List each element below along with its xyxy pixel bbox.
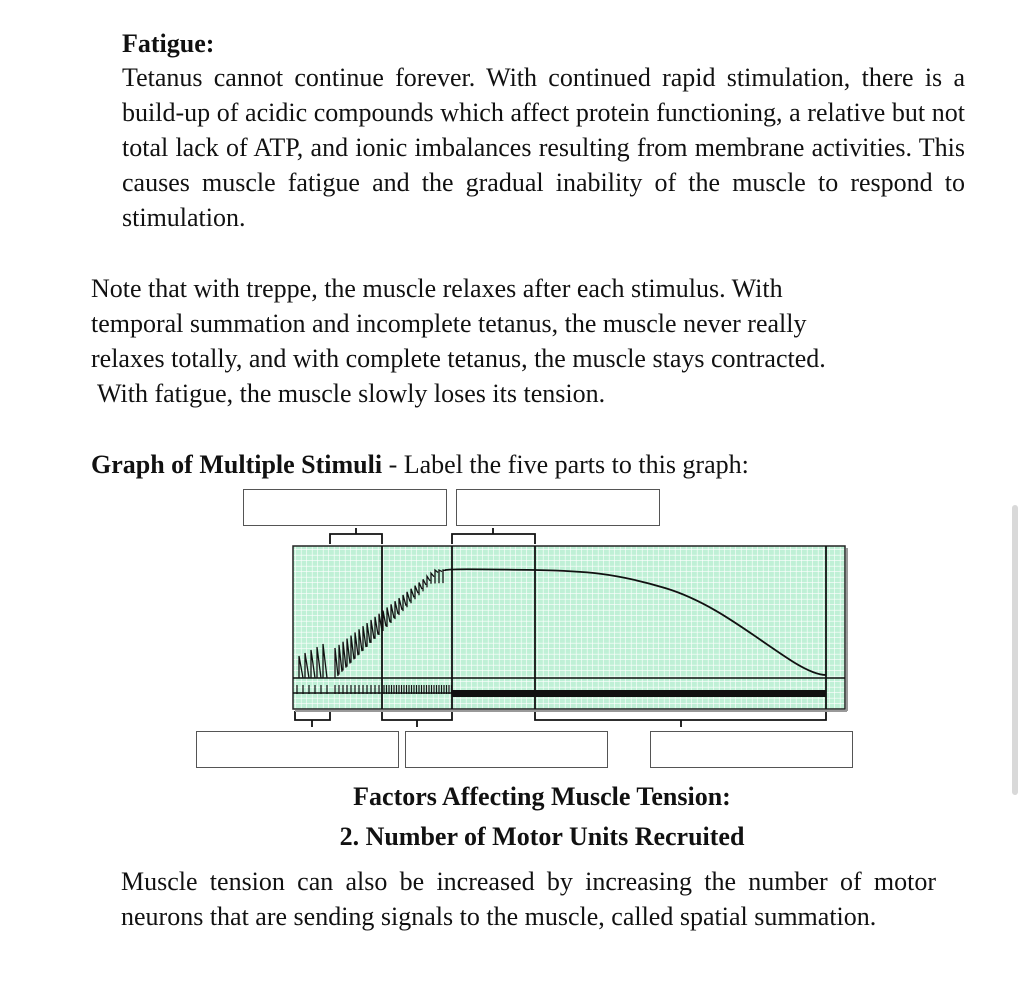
- label-box-top-right[interactable]: [456, 489, 660, 526]
- note-line: With fatigue, the muscle slowly loses its tension.: [91, 379, 606, 408]
- bracket-bottom-1: [295, 711, 330, 727]
- continuous-stimulus-bar: [452, 690, 826, 697]
- fatigue-paragraph: Tetanus cannot continue forever. With continued rapid stimulation, there is a build-up of acidic compounds which affect protein functioning, a relative but not total lack of ATP, and ionic imbalances resulting from membrane activities. This causes muscle fatigue and the gradual inability of the muscle to respond to stimulation.: [122, 63, 965, 232]
- note-line: temporal summation and incomplete tetanus, the muscle never really: [91, 309, 807, 338]
- bracket-bottom-3: [535, 711, 826, 727]
- bracket-top-1: [330, 528, 382, 544]
- factors-heading: Factors Affecting Muscle Tension:: [353, 782, 731, 811]
- multiple-stimuli-graph: [285, 528, 855, 728]
- graph-title-bold: Graph of Multiple Stimuli: [91, 450, 383, 479]
- bracket-top-2: [452, 528, 535, 544]
- graph-title-rest: - Label the five parts to this graph:: [382, 450, 749, 479]
- note-line: relaxes totally, and with complete tetanus, the muscle stays contracted.: [91, 344, 826, 373]
- label-box-bottom-right[interactable]: [650, 731, 853, 768]
- note-line: Note that with treppe, the muscle relaxes after each stimulus. With: [91, 274, 783, 303]
- factors-subheading: 2. Number of Motor Units Recruited: [339, 822, 745, 851]
- label-box-bottom-middle[interactable]: [405, 731, 608, 768]
- fatigue-heading: Fatigue:: [122, 29, 215, 58]
- factors-paragraph: [121, 864, 936, 934]
- scrollbar[interactable]: [1012, 505, 1018, 795]
- label-box-top-left[interactable]: [243, 489, 447, 526]
- note-paragraph: [91, 271, 826, 411]
- label-box-bottom-left[interactable]: [196, 731, 399, 768]
- factors-body: Muscle tension can also be increased by increasing the number of motor neurons that are sending signals to the muscle, called spatial summation.: [121, 867, 936, 931]
- graph-title: [91, 447, 749, 482]
- bracket-bottom-2: [382, 711, 452, 727]
